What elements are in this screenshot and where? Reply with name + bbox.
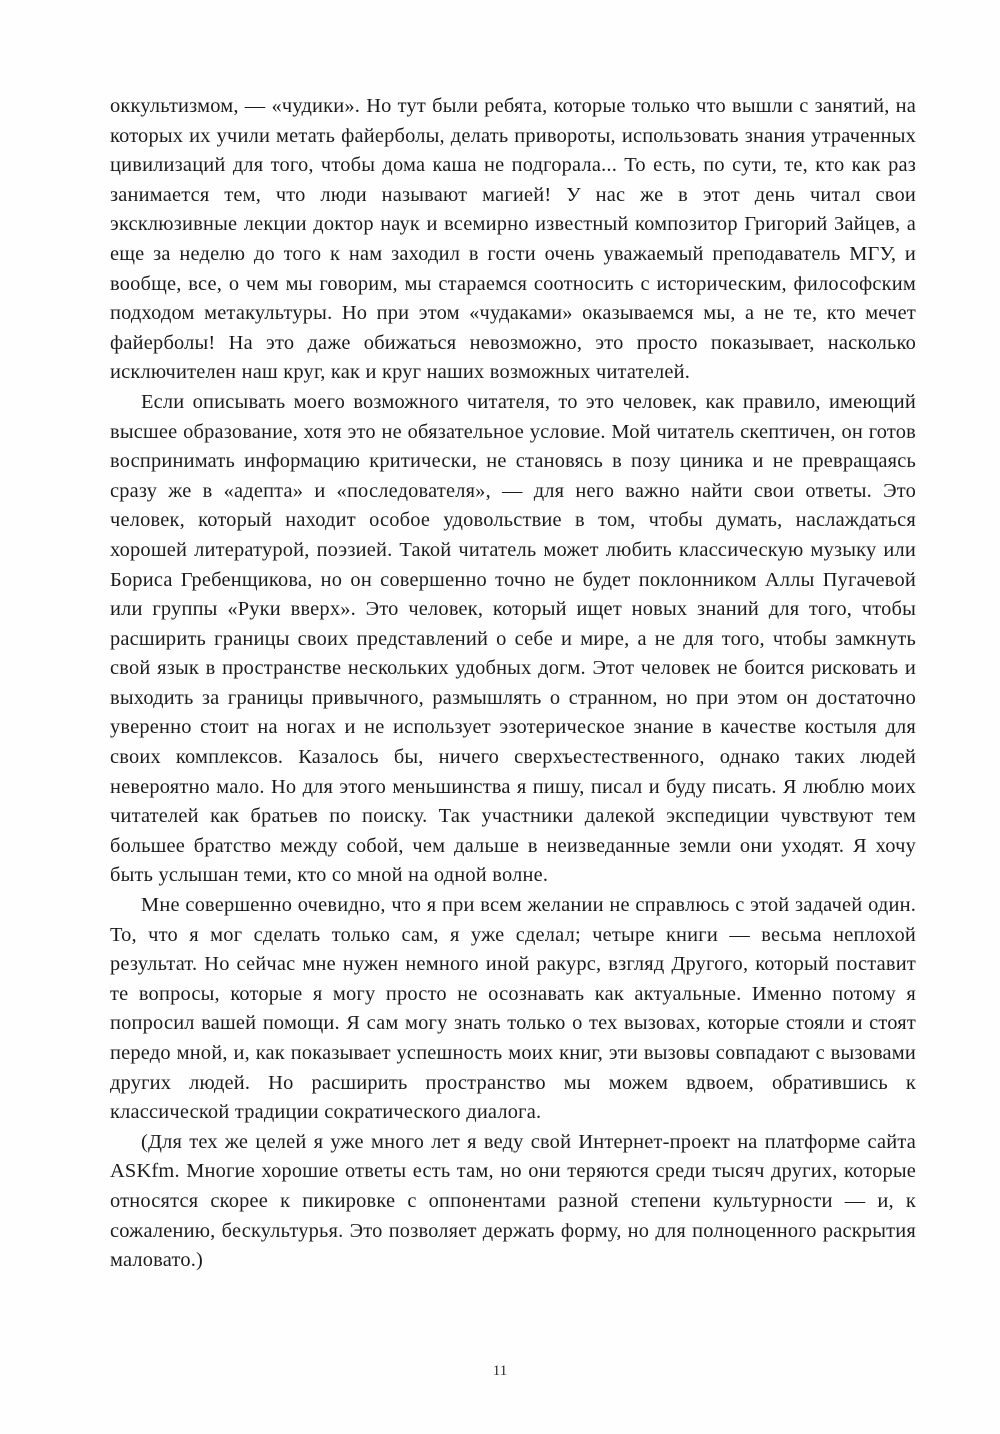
page-text-block (110, 92, 916, 1276)
paragraph-3: Мне совершенно очевидно, что я при всем желании не справлюсь с этой задачей один. То, что я мог сделать только сам, я уже сделал; четыре книги — весьма неплохой результат. Но сейчас мне нужен немного иной ракурс, взгляд Другого, который поставит те вопросы, которые я могу просто не осознавать как актуальные. Именно потому я попросил вашей помощи. Я сам могу знать только о тех вызовах, которые стояли и стоят передо мной, и, как показывает успешность моих книг, эти вызовы совпадают с вызовами других людей. Но расширить пространство мы можем вдвоем, обратившись к классической традиции сократического диалога. (110, 894, 916, 1124)
paragraph-1: оккультизмом, — «чудики». Но тут были ребята, которые только что вышли с занятий, на которых их учили метать файерболы, делать привороты, использовать знания утраченных цивилизаций для того, чтобы дома каша не подгорала... То есть, по сути, те, кто как раз занимается тем, что люди называют магией! У нас же в этот день читал свои эксклюзивные лекции доктор наук и всемирно известный композитор Григорий Зайцев, а еще за неделю до того к нам заходил в гости очень уважаемый преподаватель МГУ, и вообще, все, о чем мы говорим, мы стараемся соотносить с историческим, философским подходом метакультуры. Но при этом «чудаками» оказываемся мы, а не те, кто мечет файерболы! На это даже обижаться невозможно, это просто показывает, насколько исключителен наш круг, как и круг наших возможных читателей. (110, 95, 916, 384)
page-number: 11 (492, 1363, 508, 1379)
paragraph-4: (Для тех же целей я уже много лет я веду свой Интернет-проект на платформе сайта ASKfm. Многие хорошие ответы есть там, но они теряются среди тысяч других, которые относятся скорее к пикировке с оппонентами разной степени культурности — и, к сожалению, бескультурья. Это позволяет держать форму, но для полноценного раскрытия маловато.) (110, 1130, 916, 1272)
paragraph-2: Если описывать моего возможного читателя, то это человек, как правило, имеющий высшее образование, хотя это не обязательное условие. Мой читатель скептичен, он готов воспринимать информацию критически, не становясь в позу циника и не превращаясь сразу же в «адепта» и «последователя», — для него важно найти свои ответы. Это человек, который находит особое удовольствие в том, чтобы думать, наслаждаться хорошей литературой, поэзией. Такой читатель может любить классическую музыку или Бориса Гребенщикова, но он совершенно точно не будет поклонником Аллы Пугачевой или группы «Руки вверх». Это человек, который ищет новых знаний для того, чтобы расширить границы своих представлений о себе и мире, а не для того, чтобы замкнуть свой язык в пространстве нескольких удобных догм. Этот человек не боится рисковать и выходить за границы привычного, размышлять о странном, но при этом он достаточно уверенно стоит на ногах и не использует эзотерическое знание в качестве костыля для своих комплексов. Казалось бы, ничего сверхъестественного, однако таких людей невероятно мало. Но для этого меньшинства я пишу, писал и буду писать. Я люблю моих читателей как братьев по поиску. Так участники далекой экспедиции чувствуют тем большее братство между собой, чем дальше в неизведанные земли они уходят. Я хочу быть услышан теми, кто со мной на одной волне. (110, 390, 916, 887)
